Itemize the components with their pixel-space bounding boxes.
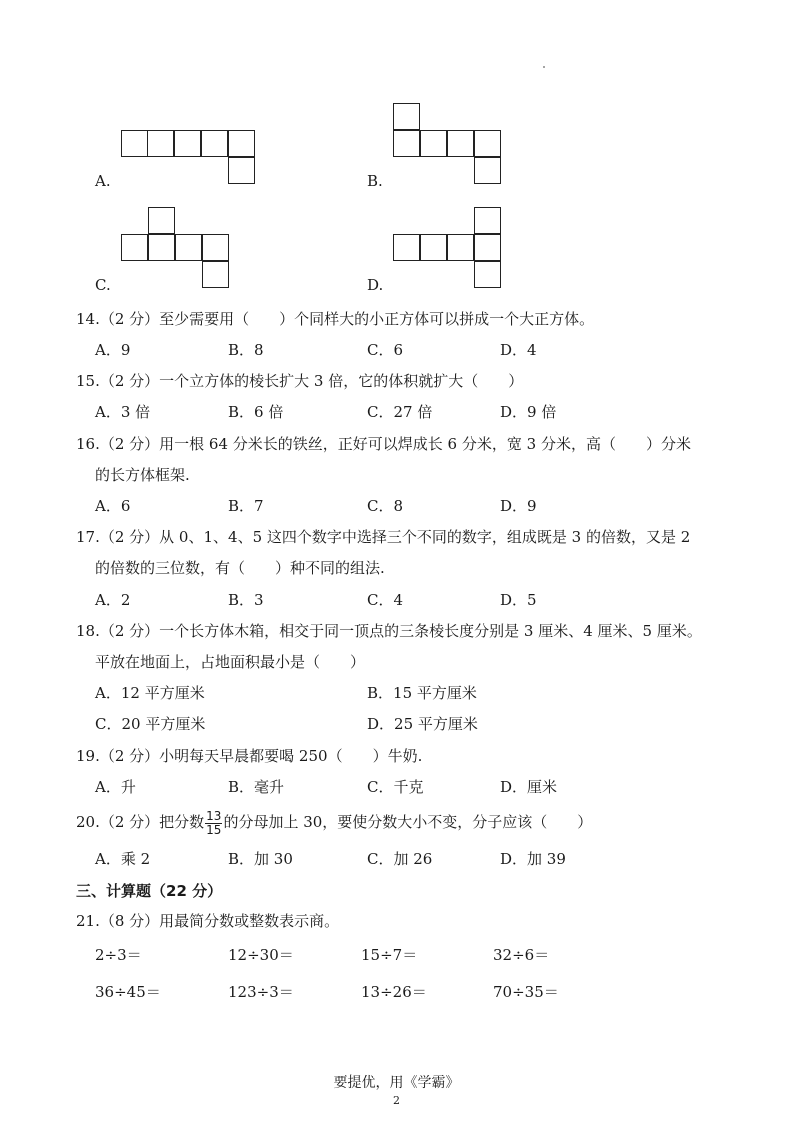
calc-item: 36÷45＝ <box>95 983 161 1001</box>
net-square <box>175 234 202 261</box>
net-square <box>121 130 148 157</box>
net-square <box>148 207 175 234</box>
q16-option-b: B．7 <box>228 497 264 515</box>
q15-option-c: C．27 倍 <box>367 403 433 421</box>
calc-item: 12÷30＝ <box>228 946 294 964</box>
net-square <box>474 234 501 261</box>
speck <box>543 66 545 68</box>
net-square <box>474 207 501 234</box>
q18-option-a: A．12 平方厘米 <box>95 684 205 702</box>
footer-slogan: 要提优，用《学霸》 <box>333 1075 460 1091</box>
net-square <box>393 103 420 130</box>
q18-option-b: B．15 平方厘米 <box>367 684 477 702</box>
net-square <box>393 130 420 157</box>
net-c-label: C. <box>95 276 111 294</box>
q14-option-c: C．6 <box>367 341 404 359</box>
net-square <box>474 130 501 157</box>
calc-item: 13÷26＝ <box>361 983 427 1001</box>
q19-option-a: A．升 <box>95 778 136 796</box>
q14-option-a: A．9 <box>95 341 131 359</box>
net-square <box>202 261 229 288</box>
q14-option-d: D．4 <box>500 341 537 359</box>
net-square <box>121 234 148 261</box>
net-square <box>147 130 174 157</box>
q14-option-b: B．8 <box>228 341 264 359</box>
question-16: 16.（2 分）用一根 64 分米长的铁丝，正好可以焊成长 6 分米，宽 3 分米，高（ ）分米 <box>76 435 691 453</box>
q20-option-a: A．乘 2 <box>95 850 151 868</box>
q18-option-c: C．20 平方厘米 <box>95 715 206 733</box>
calc-item: 70÷35＝ <box>493 983 559 1001</box>
net-square <box>474 157 501 184</box>
q20-text-post: 的分母加上 30，要使分数大小不变，分子应该（ ） <box>223 813 593 831</box>
q17-option-b: B．3 <box>228 591 264 609</box>
net-a-label: A. <box>95 172 111 190</box>
section-heading: 三、计算题（22 分） <box>76 882 223 900</box>
q19-option-b: B．毫升 <box>228 778 285 796</box>
q20-option-b: B．加 30 <box>228 850 293 868</box>
question-18-cont: 平放在地面上，占地面积最小是（ ） <box>95 653 366 671</box>
q16-option-a: A．6 <box>95 497 131 515</box>
net-square <box>393 234 420 261</box>
net-square <box>201 130 228 157</box>
net-square <box>174 130 201 157</box>
page-number: 2 <box>393 1094 400 1107</box>
q20-option-d: D．加 39 <box>500 850 566 868</box>
calc-item: 123÷3＝ <box>228 983 294 1001</box>
question-14: 14.（2 分）至少需要用（ ）个同样大的小正方体可以拼成一个大正方体。 <box>76 310 595 328</box>
net-square <box>447 130 474 157</box>
net-square <box>474 261 501 288</box>
fraction-denominator: 15 <box>206 822 222 837</box>
q17-option-d: D．5 <box>500 591 537 609</box>
q16-option-c: C．8 <box>367 497 404 515</box>
net-square <box>420 130 447 157</box>
q20-text-pre: 20.（2 分）把分数 <box>76 813 205 831</box>
q17-option-a: A．2 <box>95 591 131 609</box>
question-17-cont: 的倍数的三位数，有（ ）种不同的组法. <box>95 559 385 577</box>
q15-option-d: D．9 倍 <box>500 403 557 421</box>
question-21: 21.（8 分）用最简分数或整数表示商。 <box>76 912 340 930</box>
question-16-cont: 的长方体框架. <box>95 466 190 484</box>
net-square <box>202 234 229 261</box>
net-square <box>228 157 255 184</box>
net-square <box>148 234 175 261</box>
question-20 <box>76 807 592 837</box>
question-19: 19.（2 分）小明每天早晨都要喝 250（ ）牛奶. <box>76 747 423 765</box>
net-b-label: B. <box>367 172 383 190</box>
q18-option-d: D．25 平方厘米 <box>367 715 478 733</box>
q19-option-c: C．千克 <box>367 778 424 796</box>
fraction <box>205 810 222 837</box>
fraction-numerator: 13 <box>206 808 222 823</box>
q15-option-a: A．3 倍 <box>95 403 151 421</box>
net-square <box>420 234 447 261</box>
calc-item: 15÷7＝ <box>361 946 418 964</box>
question-17: 17.（2 分）从 0、1、4、5 这四个数字中选择三个不同的数字，组成既是 3 的倍数，又是 2 <box>76 528 691 546</box>
calc-item: 2÷3＝ <box>95 946 142 964</box>
q20-option-c: C．加 26 <box>367 850 433 868</box>
net-d-label: D. <box>367 276 384 294</box>
net-square <box>447 234 474 261</box>
q16-option-d: D．9 <box>500 497 537 515</box>
question-18: 18.（2 分）一个长方体木箱，相交于同一顶点的三条棱长度分别是 3 厘米、4 厘米、5 厘米。 <box>76 622 702 640</box>
q15-option-b: B．6 倍 <box>228 403 284 421</box>
calc-item: 32÷6＝ <box>493 946 550 964</box>
question-15: 15.（2 分）一个立方体的棱长扩大 3 倍，它的体积就扩大（ ） <box>76 372 524 390</box>
q17-option-c: C．4 <box>367 591 404 609</box>
net-square <box>228 130 255 157</box>
q19-option-d: D．厘米 <box>500 778 558 796</box>
